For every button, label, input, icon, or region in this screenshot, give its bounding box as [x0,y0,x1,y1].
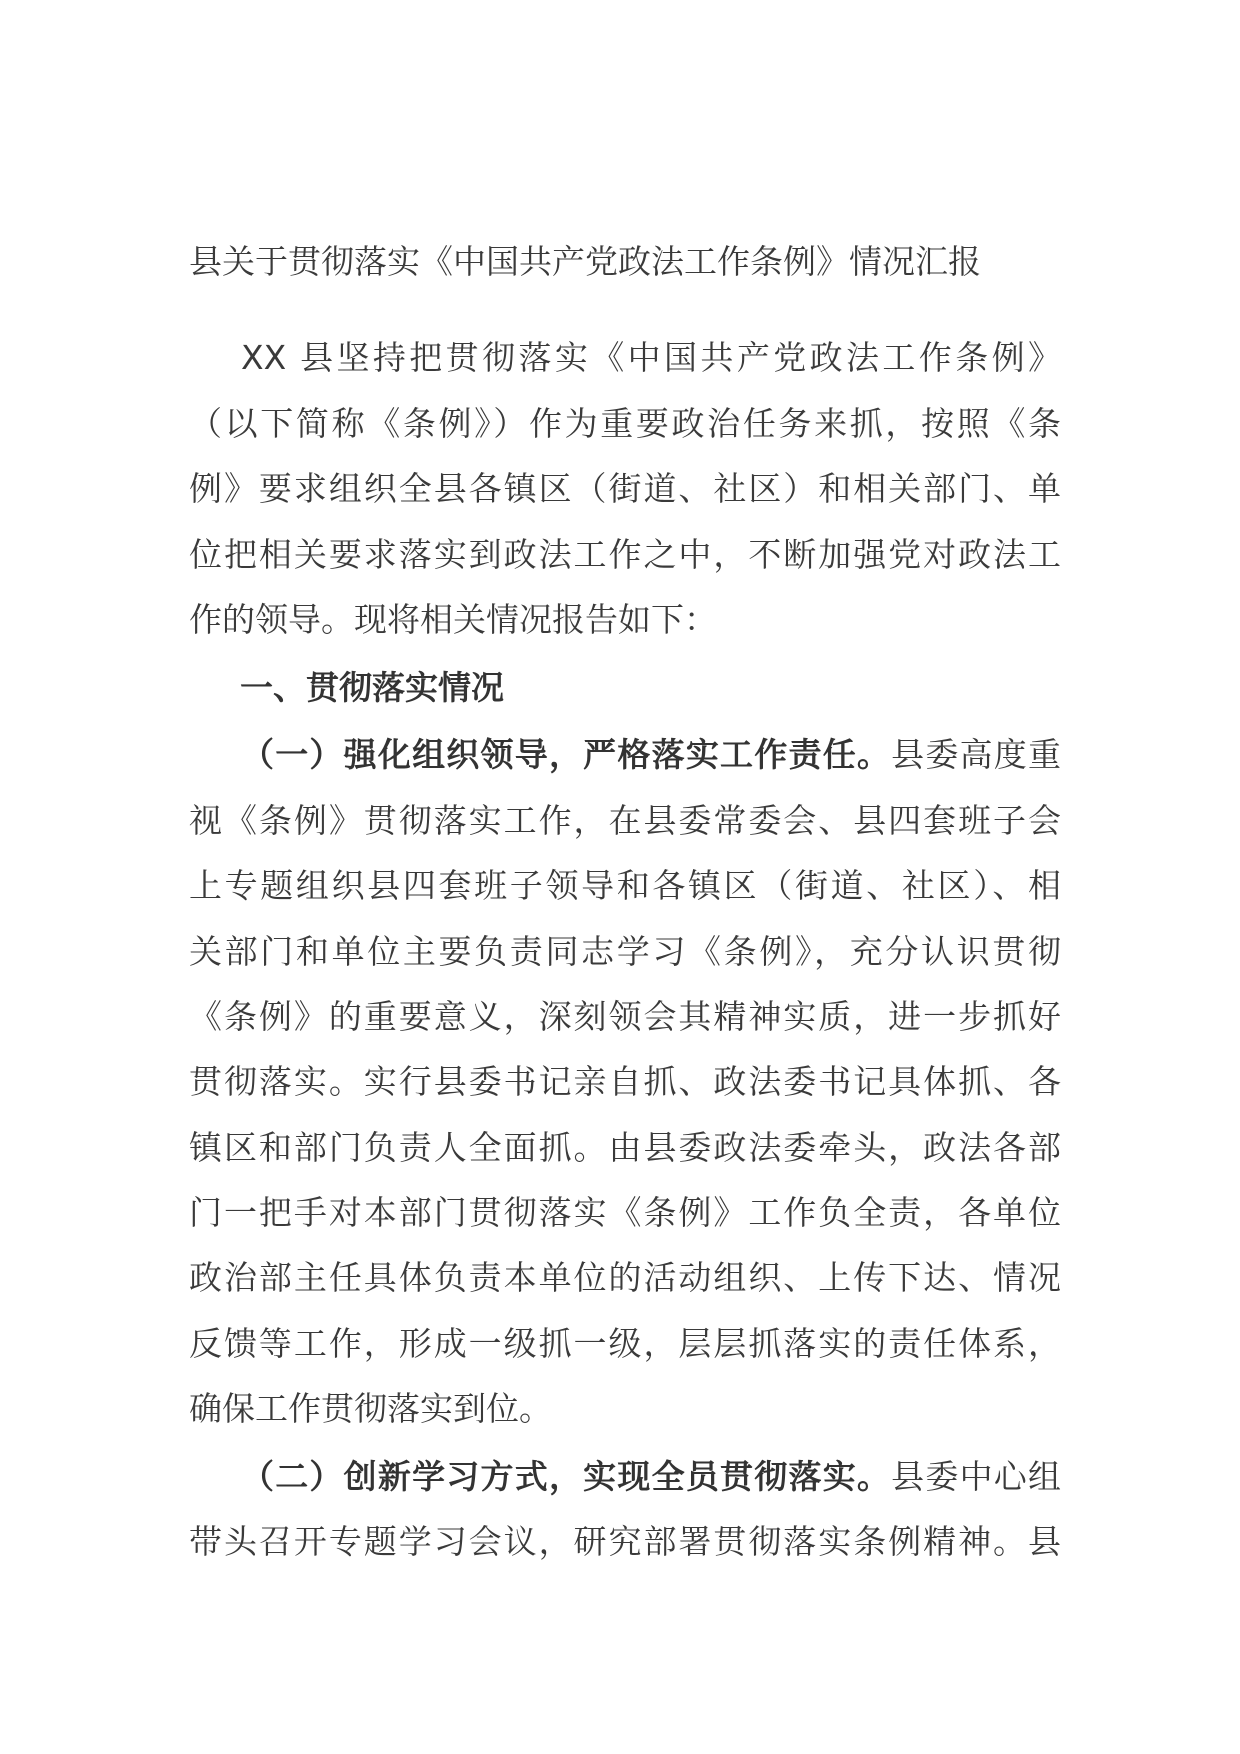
item1-line: 确保工作贯彻落实到位。 [189,1389,552,1428]
intro-line: 位把相关要求落实到政法工作之中，不断加强党对政法工 [189,535,1061,574]
item1-first-line-rest: 县委高度重 [891,735,1062,774]
item1-line: 关部门和单位主要负责同志学习《条例》，充分认识贯彻 [189,932,1061,971]
item1-line: 政治部主任具体负责本单位的活动组织、上传下达、情况 [189,1258,1061,1297]
intro-line: XX 县坚持把贯彻落实《中国共产党政法工作条例》 [241,338,1061,377]
item1-first-line [189,735,1061,775]
item2-line: 带头召开专题学习会议，研究部署贯彻落实条例精神。县 [189,1522,1061,1561]
item2-heading: （二）创新学习方式，实现全员贯彻落实。 [241,1457,892,1496]
item1-line: 视《条例》贯彻落实工作，在县委常委会、县四套班子会 [189,801,1061,840]
item1-line: 贯彻落实。实行县委书记亲自抓、政法委书记具体抓、各 [189,1062,1061,1101]
item1-line: 门一把手对本部门贯彻落实《条例》工作负全责，各单位 [189,1193,1061,1232]
item2-first-line [189,1457,1061,1497]
item1-line: 镇区和部门负责人全面抓。由县委政法委牵头，政法各部 [189,1128,1061,1167]
item1-line: 上专题组织县四套班子领导和各镇区（街道、社区）、相 [189,866,1061,905]
item1-line: 《条例》的重要意义，深刻领会其精神实质，进一步抓好 [189,997,1061,1036]
intro-line: 例》要求组织全县各镇区（街道、社区）和相关部门、单 [189,469,1061,508]
document-title: 县关于贯彻落实《中国共产党政法工作条例》情况汇报 [189,242,981,281]
intro-line: （以下简称《条例》）作为重要政治任务来抓，按照《条 [189,404,1061,443]
item1-heading: （一）强化组织领导，严格落实工作责任。 [241,735,892,774]
section-heading: 一、贯彻落实情况 [240,668,504,707]
item1-line: 反馈等工作，形成一级抓一级，层层抓落实的责任体系， [189,1324,1061,1363]
item2-first-line-rest: 县委中心组 [891,1457,1062,1496]
intro-line: 作的领导。现将相关情况报告如下： [189,600,717,639]
